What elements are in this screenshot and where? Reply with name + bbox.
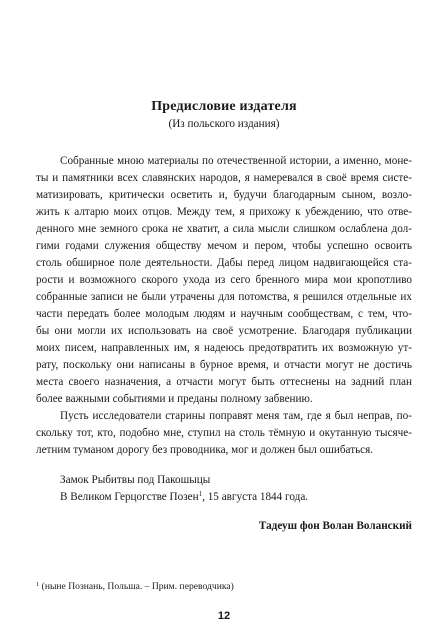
author-signature: Тадеуш фон Волан Воланский	[258, 520, 412, 532]
text-line: денного мне земного срока не хватит, а сила мысли слишком ослаблена дол-	[36, 223, 412, 235]
text-line: более важными событиями и преданы полному забвению.	[36, 393, 313, 405]
text-line: рату, поскольку они написаны в бурное время, и отчасти могут не достичь	[36, 359, 412, 371]
text-line: матизировать, критически осветить и, будучи благодарным сыном, возло-	[36, 189, 412, 201]
text-line: собранные записи не были утрачены для потомства, я решился отдельные их	[36, 291, 412, 303]
text-line: рости и возможного скорого ухода из сего бренного мира мои кропотливо	[36, 274, 412, 286]
location-text: В Великом Герцогстве Позен	[60, 491, 199, 503]
page-subtitle: (Из польского издания)	[168, 118, 280, 130]
location-line-2	[60, 489, 308, 506]
text-line: гими годами служения обществу мечом и пером, чтобы успешно освоить	[36, 240, 412, 252]
text-line: бы они могли их использовать на своё усмотрение. Благодаря публикации	[36, 325, 412, 337]
footnote-text: (ныне Познань, Польша. – Прим. переводчика)	[39, 581, 234, 592]
text-line: Пусть исследователи старины поправят меня там, где я был неправ, по-	[60, 410, 412, 422]
location-date: , 15 августа 1844 года.	[202, 491, 309, 503]
location-line-1: Замок Рыбитвы под Пакошыцы	[60, 474, 211, 486]
text-line: моих писем, направленных им, я надеюсь предотвратить их возможную ут-	[36, 342, 412, 354]
text-line: Собранные мною материалы по отечественной истории, а именно, моне-	[60, 155, 412, 167]
text-line: летним туманом дорогу без проводника, мог и должен был ошибаться.	[36, 444, 374, 456]
text-line: скольку тот, кто, подобно мне, ступил на столь тёмную и окутанную тысяче-	[36, 427, 412, 439]
text-line: жить к алтарю моих отцов. Между тем, я прихожу к убеждению, что отве-	[36, 206, 412, 218]
page-number: 12	[217, 610, 231, 622]
text-line: столь обширное поле деятельности. Дабы перед лицом надвигающейся ста-	[36, 257, 412, 269]
footnote	[36, 581, 234, 593]
page-title: Предисловие издателя	[151, 99, 297, 114]
text-line: части передать более молодым людям и научным сообществам, с тем, что-	[36, 308, 412, 320]
footnote-ref: 1	[198, 490, 203, 498]
footnote-mark: 1	[36, 581, 40, 588]
text-line: места своего назначения, а отчасти могут быть оттеснены на задний план	[36, 376, 412, 388]
text-line: ты и памятники всех славянских народов, я намеревался в своё время систе-	[36, 172, 412, 184]
